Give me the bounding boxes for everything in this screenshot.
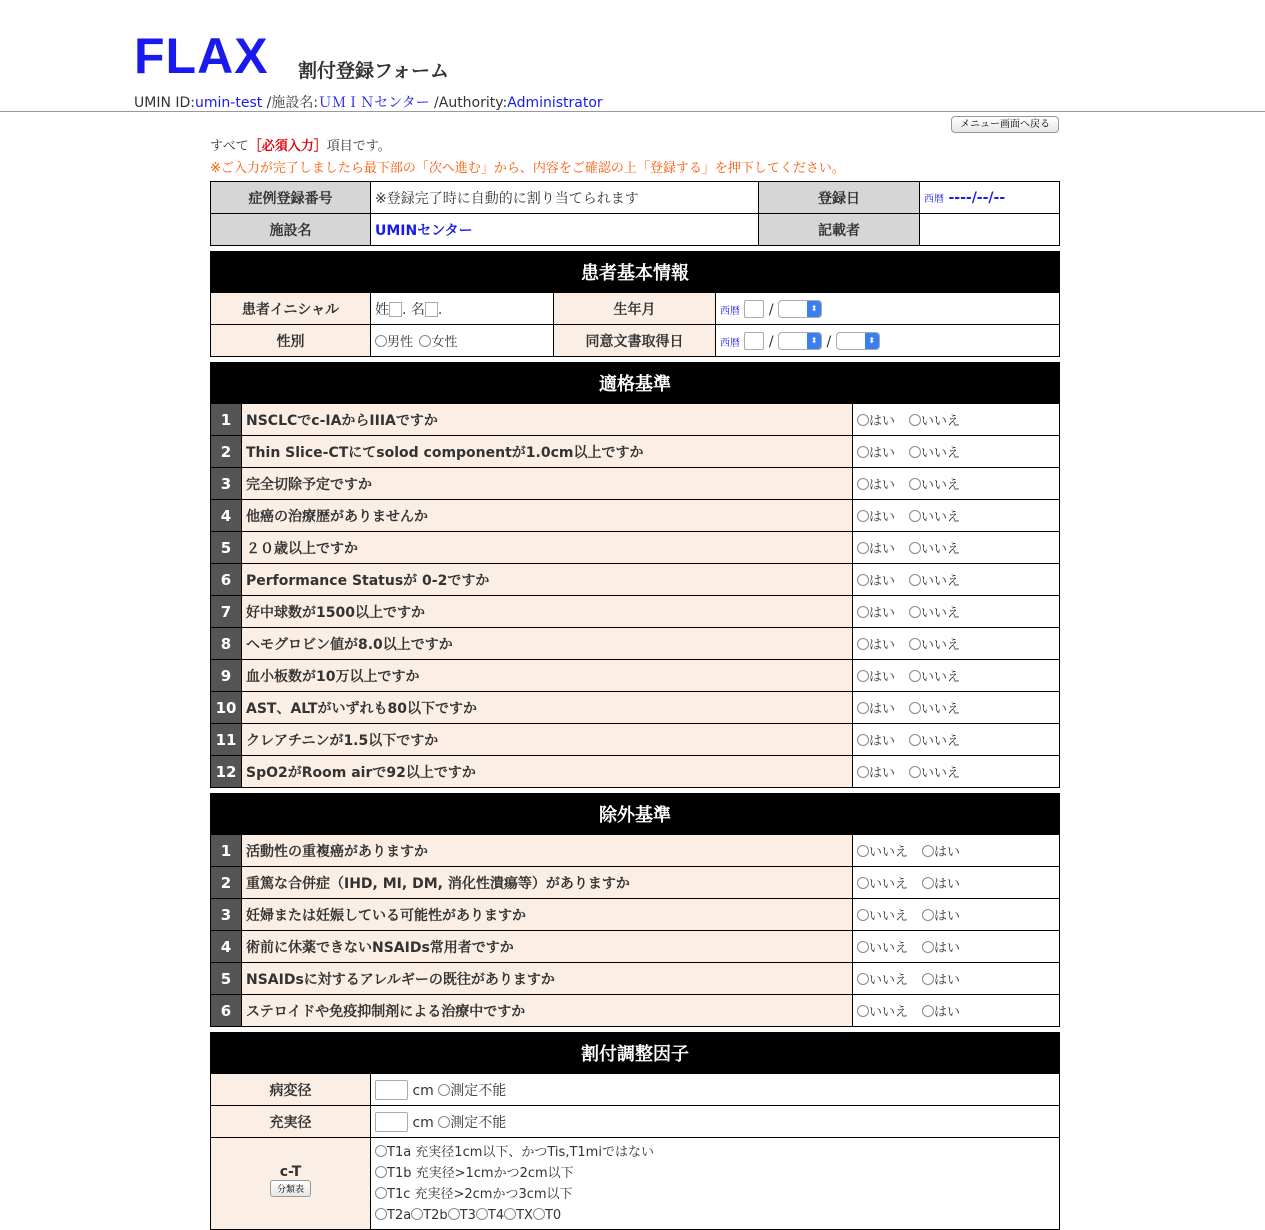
case-no-value: ※登録完了時に自動的に割り当てられます <box>371 182 759 214</box>
question-text: AST、ALTがいずれも80以下ですか <box>242 692 853 724</box>
no-radio[interactable] <box>909 634 960 653</box>
ct-option-label: T3 <box>459 1208 476 1223</box>
eligibility-row <box>211 660 1060 692</box>
lesion-label: 病変径 <box>211 1074 371 1106</box>
unit-label: cm <box>412 1082 434 1099</box>
solid-label: 充実径 <box>211 1106 371 1138</box>
option-label: いいえ <box>921 702 961 717</box>
answer-cell <box>853 835 1060 867</box>
radio-icon[interactable] <box>857 845 869 857</box>
reg-date-value: ----/--/-- <box>948 189 1006 206</box>
ct-option[interactable] <box>533 1208 561 1223</box>
facility-value: UMINセンター <box>371 214 759 246</box>
answer-cell <box>853 692 1060 724</box>
radio-icon[interactable] <box>857 670 869 682</box>
reg-date-cell <box>920 182 1060 214</box>
option-label: はい <box>934 973 961 988</box>
consent-year-input[interactable] <box>744 332 764 350</box>
yes-radio[interactable] <box>857 538 895 557</box>
yes-radio[interactable] <box>857 570 895 589</box>
patient-section-title: 患者基本情報 <box>211 252 1060 293</box>
eligibility-table <box>210 362 1060 788</box>
answer-cell <box>853 564 1060 596</box>
birth-year-input[interactable] <box>744 300 764 318</box>
no-radio[interactable] <box>857 937 908 956</box>
item-number: 5 <box>211 963 242 995</box>
radio-icon[interactable] <box>375 335 387 347</box>
ct-options-cell <box>371 1138 1060 1230</box>
birth-label: 生年月 <box>554 293 716 325</box>
item-number: 4 <box>211 500 242 532</box>
answer-cell <box>853 596 1060 628</box>
umin-id: umin-test <box>195 95 263 111</box>
radio-icon[interactable] <box>909 478 921 490</box>
ct-option-label: T2b <box>423 1208 448 1223</box>
no-radio[interactable] <box>857 873 908 892</box>
answer-cell <box>853 963 1060 995</box>
radio-icon[interactable] <box>375 1187 387 1199</box>
required-note <box>210 135 391 154</box>
option-label: はい <box>869 606 896 621</box>
radio-icon[interactable] <box>909 542 921 554</box>
question-text: 好中球数が1500以上ですか <box>242 596 853 628</box>
slash: / <box>768 301 774 318</box>
item-number: 6 <box>211 564 242 596</box>
item-number: 1 <box>211 404 242 436</box>
exclusion-table <box>210 793 1060 1027</box>
ct-option-label: T1c 充実径>2cmかつ3cm以下 <box>387 1187 573 1202</box>
option-label: いいえ <box>921 414 961 429</box>
radio-icon[interactable] <box>857 1005 869 1017</box>
recorder-value <box>920 214 1060 246</box>
radio-icon[interactable] <box>922 877 934 889</box>
birth-cell <box>716 293 1060 325</box>
yes-radio[interactable] <box>857 410 895 429</box>
ct-option[interactable] <box>448 1208 476 1223</box>
option-label: いいえ <box>921 574 961 589</box>
question-text: 活動性の重複癌がありますか <box>242 835 853 867</box>
radio-icon[interactable] <box>857 766 869 778</box>
ct-option-label: T0 <box>544 1208 562 1223</box>
radio-icon[interactable] <box>857 909 869 921</box>
option-label: はい <box>934 941 961 956</box>
question-text: ２０歳以上ですか <box>242 532 853 564</box>
ct-label-cell <box>211 1138 371 1230</box>
radio-icon[interactable] <box>922 941 934 953</box>
era-label: 西暦 <box>720 337 740 349</box>
radio-icon[interactable] <box>909 638 921 650</box>
radio-icon[interactable] <box>857 877 869 889</box>
no-radio[interactable] <box>909 698 960 717</box>
answer-cell <box>853 532 1060 564</box>
sex-cell <box>371 325 554 357</box>
option-label: はい <box>869 574 896 589</box>
era-label: 西暦 <box>924 193 944 205</box>
option-label: はい <box>869 510 896 525</box>
answer-cell <box>853 995 1060 1027</box>
birth-month-select[interactable] <box>778 300 822 318</box>
option-label: いいえ <box>921 606 961 621</box>
question-text: ステロイドや免疫抑制剤による治療中ですか <box>242 995 853 1027</box>
radio-icon[interactable] <box>419 335 431 347</box>
consent-cell <box>716 325 1060 357</box>
option-label: はい <box>869 478 896 493</box>
radio-icon[interactable] <box>857 510 869 522</box>
no-radio[interactable] <box>909 730 960 749</box>
option-label: いいえ <box>869 909 909 924</box>
item-number: 3 <box>211 899 242 931</box>
facility-label: 施設名 <box>211 214 371 246</box>
ct-option-label: TX <box>516 1208 533 1223</box>
required-note-suffix: 項目です。 <box>326 139 391 154</box>
answer-cell <box>853 628 1060 660</box>
recorder-label: 記載者 <box>759 214 920 246</box>
case-no-label: 症例登録番号 <box>211 182 371 214</box>
yes-radio[interactable] <box>922 969 960 988</box>
allocation-factors-table <box>210 1032 1060 1230</box>
lesion-cell <box>371 1074 1060 1106</box>
radio-icon[interactable] <box>438 1084 450 1096</box>
option-label: いいえ <box>921 542 961 557</box>
radio-icon[interactable] <box>857 702 869 714</box>
option-label: はい <box>869 670 896 685</box>
item-number: 9 <box>211 660 242 692</box>
eligibility-row <box>211 724 1060 756</box>
yes-radio[interactable] <box>857 442 895 461</box>
ct-option[interactable] <box>504 1208 533 1223</box>
question-text: 他癌の治療歴がありませんか <box>242 500 853 532</box>
yes-radio[interactable] <box>857 634 895 653</box>
radio-icon[interactable] <box>448 1208 460 1220</box>
factors-section-title: 割付調整因子 <box>211 1033 1060 1074</box>
ct-option-label: T2a <box>387 1208 412 1223</box>
no-radio[interactable] <box>909 538 960 557</box>
lesion-size-input[interactable] <box>375 1080 408 1100</box>
question-text: 妊婦または妊娠している可能性がありますか <box>242 899 853 931</box>
back-to-menu-button[interactable]: メニュー画面へ戻る <box>951 116 1059 133</box>
radio-icon[interactable] <box>922 1005 934 1017</box>
exclusion-row <box>211 899 1060 931</box>
sex-label: 性別 <box>211 325 371 357</box>
item-number: 4 <box>211 931 242 963</box>
answer-cell <box>853 724 1060 756</box>
item-number: 12 <box>211 756 242 788</box>
ct-option[interactable] <box>375 1184 1055 1205</box>
sex-female-option[interactable] <box>419 331 457 350</box>
no-radio[interactable] <box>857 969 908 988</box>
no-radio[interactable] <box>857 841 908 860</box>
ct-option[interactable] <box>476 1208 504 1223</box>
eligibility-row <box>211 436 1060 468</box>
yes-radio[interactable] <box>922 905 960 924</box>
answer-cell <box>853 899 1060 931</box>
question-text: NSAIDsに対するアレルギーの既往がありますか <box>242 963 853 995</box>
item-number: 6 <box>211 995 242 1027</box>
answer-cell <box>853 660 1060 692</box>
required-note-prefix: すべて <box>210 139 249 154</box>
registration-table <box>210 181 1060 246</box>
radio-icon[interactable] <box>857 638 869 650</box>
dot: . <box>437 301 443 318</box>
radio-icon[interactable] <box>438 1116 450 1128</box>
radio-icon[interactable] <box>375 1208 387 1220</box>
item-number: 3 <box>211 468 242 500</box>
ct-option[interactable] <box>375 1142 1055 1163</box>
radio-icon[interactable] <box>909 606 921 618</box>
no-radio[interactable] <box>857 1001 908 1020</box>
solid-size-input[interactable] <box>375 1112 408 1132</box>
classification-table-button[interactable]: 分類表 <box>270 1180 311 1197</box>
eligibility-row <box>211 500 1060 532</box>
page-header <box>0 0 1265 112</box>
answer-cell <box>853 404 1060 436</box>
no-radio[interactable] <box>909 506 960 525</box>
yes-radio[interactable] <box>857 762 895 781</box>
flax-logo: FLAX <box>134 28 269 84</box>
radio-icon[interactable] <box>857 606 869 618</box>
item-number: 5 <box>211 532 242 564</box>
slash: / <box>826 333 832 350</box>
chevron-updown-icon: ⬍ <box>865 333 879 349</box>
radio-icon[interactable] <box>375 1145 387 1157</box>
unmeasurable-label: 測定不能 <box>450 1114 507 1131</box>
no-radio[interactable] <box>909 442 960 461</box>
consent-label: 同意文書取得日 <box>554 325 716 357</box>
radio-icon[interactable] <box>857 542 869 554</box>
authority-value: Administrator <box>507 95 603 111</box>
era-label: 西暦 <box>720 305 740 317</box>
radio-icon[interactable] <box>857 941 869 953</box>
answer-cell <box>853 867 1060 899</box>
option-label: いいえ <box>921 670 961 685</box>
eligibility-row <box>211 468 1060 500</box>
yes-radio[interactable] <box>857 730 895 749</box>
facility-label: /施設名: <box>262 95 319 111</box>
radio-icon[interactable] <box>909 670 921 682</box>
radio-icon[interactable] <box>909 414 921 426</box>
yes-radio[interactable] <box>857 474 895 493</box>
option-label: いいえ <box>869 941 909 956</box>
initial-cell <box>371 293 554 325</box>
option-label: はい <box>869 766 896 781</box>
question-text: NSCLCでc-IAからIIIAですか <box>242 404 853 436</box>
ct-option[interactable] <box>411 1208 447 1223</box>
eligibility-row <box>211 532 1060 564</box>
radio-icon[interactable] <box>909 766 921 778</box>
option-label: はい <box>869 702 896 717</box>
yes-radio[interactable] <box>857 602 895 621</box>
ct-label: c-T <box>279 1164 302 1180</box>
unmeasurable-label: 測定不能 <box>450 1082 507 1099</box>
option-label: はい <box>934 909 961 924</box>
item-number: 10 <box>211 692 242 724</box>
option-label: いいえ <box>921 510 961 525</box>
option-label: いいえ <box>869 877 909 892</box>
radio-icon[interactable] <box>857 446 869 458</box>
eligibility-row <box>211 404 1060 436</box>
eligibility-section-title: 適格基準 <box>211 363 1060 404</box>
radio-icon[interactable] <box>533 1208 545 1220</box>
radio-icon[interactable] <box>922 973 934 985</box>
question-text: Thin Slice-CTにてsolod componentが1.0cm以上ですか <box>242 436 853 468</box>
reg-date-label: 登録日 <box>759 182 920 214</box>
radio-icon[interactable] <box>857 734 869 746</box>
eligibility-row <box>211 564 1060 596</box>
radio-icon[interactable] <box>922 909 934 921</box>
instruction-note: ※ご入力が完了しましたら最下部の「次へ進む」から、内容をご確認の上「登録する」を押下してください。 <box>210 161 845 176</box>
option-label: いいえ <box>921 734 961 749</box>
no-radio[interactable] <box>909 570 960 589</box>
option-label: はい <box>934 1005 961 1020</box>
ct-option-label: T4 <box>487 1208 505 1223</box>
item-number: 2 <box>211 436 242 468</box>
page-title: 割付登録フォーム <box>298 60 450 82</box>
radio-icon[interactable] <box>909 446 921 458</box>
ct-option-label: T1a 充実径1cm以下、かつTis,T1miではない <box>387 1145 654 1160</box>
option-label: はい <box>869 734 896 749</box>
consent-month-select[interactable] <box>778 332 822 350</box>
authority-label: /Authority: <box>429 95 508 111</box>
no-radio[interactable] <box>909 410 960 429</box>
radio-icon[interactable] <box>909 734 921 746</box>
exclusion-row <box>211 995 1060 1027</box>
unit-label: cm <box>412 1114 434 1131</box>
option-label: いいえ <box>921 446 961 461</box>
user-info <box>134 92 603 112</box>
exclusion-row <box>211 835 1060 867</box>
question-text: 完全切除予定ですか <box>242 468 853 500</box>
sei-label: 姓 <box>375 301 389 318</box>
yes-radio[interactable] <box>857 698 895 717</box>
option-label: はい <box>869 542 896 557</box>
question-text: クレアチニンが1.5以下ですか <box>242 724 853 756</box>
radio-icon[interactable] <box>922 845 934 857</box>
option-label: はい <box>934 845 961 860</box>
yes-radio[interactable] <box>857 666 895 685</box>
question-text: ヘモグロビン値が8.0以上ですか <box>242 628 853 660</box>
ct-option-label: T1b 充実径>1cmかつ2cm以下 <box>387 1166 574 1181</box>
facility-name: ＵＭＩＮセンター <box>318 95 430 111</box>
radio-icon[interactable] <box>857 574 869 586</box>
sei-input[interactable] <box>389 302 402 317</box>
radio-icon[interactable] <box>857 478 869 490</box>
question-text: Performance Statusが 0-2ですか <box>242 564 853 596</box>
radio-icon[interactable] <box>857 414 869 426</box>
eligibility-row <box>211 692 1060 724</box>
option-label: いいえ <box>921 766 961 781</box>
radio-icon[interactable] <box>909 510 921 522</box>
exclusion-section-title: 除外基準 <box>211 794 1060 835</box>
question-text: SpO2がRoom airで92以上ですか <box>242 756 853 788</box>
item-number: 11 <box>211 724 242 756</box>
item-number: 7 <box>211 596 242 628</box>
exclusion-row <box>211 867 1060 899</box>
exclusion-row <box>211 931 1060 963</box>
radio-icon[interactable] <box>476 1208 488 1220</box>
option-label: いいえ <box>921 478 961 493</box>
ct-option[interactable] <box>375 1163 1055 1184</box>
radio-icon[interactable] <box>375 1166 387 1178</box>
male-label: 男性 <box>387 335 414 350</box>
female-label: 女性 <box>431 335 458 350</box>
ct-last-row <box>375 1205 1055 1226</box>
answer-cell <box>853 500 1060 532</box>
option-label: いいえ <box>869 973 909 988</box>
no-radio[interactable] <box>857 905 908 924</box>
item-number: 2 <box>211 867 242 899</box>
no-radio[interactable] <box>909 666 960 685</box>
no-radio[interactable] <box>909 474 960 493</box>
patient-info-table <box>210 251 1060 357</box>
yes-radio[interactable] <box>922 1001 960 1020</box>
sex-male-option[interactable] <box>375 331 413 350</box>
consent-day-select[interactable] <box>836 332 880 350</box>
umin-label: UMIN ID: <box>134 95 196 111</box>
question-text: 重篤な合併症（IHD, MI, DM, 消化性潰瘍等）がありますか <box>242 867 853 899</box>
yes-radio[interactable] <box>922 937 960 956</box>
radio-icon[interactable] <box>411 1208 423 1220</box>
eligibility-row <box>211 756 1060 788</box>
yes-radio[interactable] <box>922 841 960 860</box>
required-marker: ［必須入力］ <box>248 139 327 154</box>
mei-input[interactable] <box>425 302 438 317</box>
item-number: 8 <box>211 628 242 660</box>
option-label: いいえ <box>921 638 961 653</box>
option-label: はい <box>934 877 961 892</box>
dot: . <box>402 301 407 318</box>
eligibility-row <box>211 628 1060 660</box>
mei-label: 名 <box>410 301 425 318</box>
answer-cell <box>853 436 1060 468</box>
eligibility-row <box>211 596 1060 628</box>
radio-icon[interactable] <box>909 574 921 586</box>
question-text: 血小板数が10万以上ですか <box>242 660 853 692</box>
yes-radio[interactable] <box>857 506 895 525</box>
chevron-updown-icon: ⬍ <box>807 301 821 317</box>
initial-label: 患者イニシャル <box>211 293 371 325</box>
item-number: 1 <box>211 835 242 867</box>
slash: / <box>768 333 774 350</box>
no-radio[interactable] <box>909 602 960 621</box>
no-radio[interactable] <box>909 762 960 781</box>
option-label: はい <box>869 446 896 461</box>
radio-icon[interactable] <box>504 1208 516 1220</box>
yes-radio[interactable] <box>922 873 960 892</box>
option-label: いいえ <box>869 1005 909 1020</box>
exclusion-row <box>211 963 1060 995</box>
solid-cell <box>371 1106 1060 1138</box>
option-label: はい <box>869 638 896 653</box>
radio-icon[interactable] <box>909 702 921 714</box>
radio-icon[interactable] <box>857 973 869 985</box>
answer-cell <box>853 468 1060 500</box>
question-text: 術前に休薬できないNSAIDs常用者ですか <box>242 931 853 963</box>
chevron-updown-icon: ⬍ <box>807 333 821 349</box>
option-label: はい <box>869 414 896 429</box>
answer-cell <box>853 931 1060 963</box>
answer-cell <box>853 756 1060 788</box>
option-label: いいえ <box>869 845 909 860</box>
ct-option[interactable] <box>375 1208 411 1223</box>
